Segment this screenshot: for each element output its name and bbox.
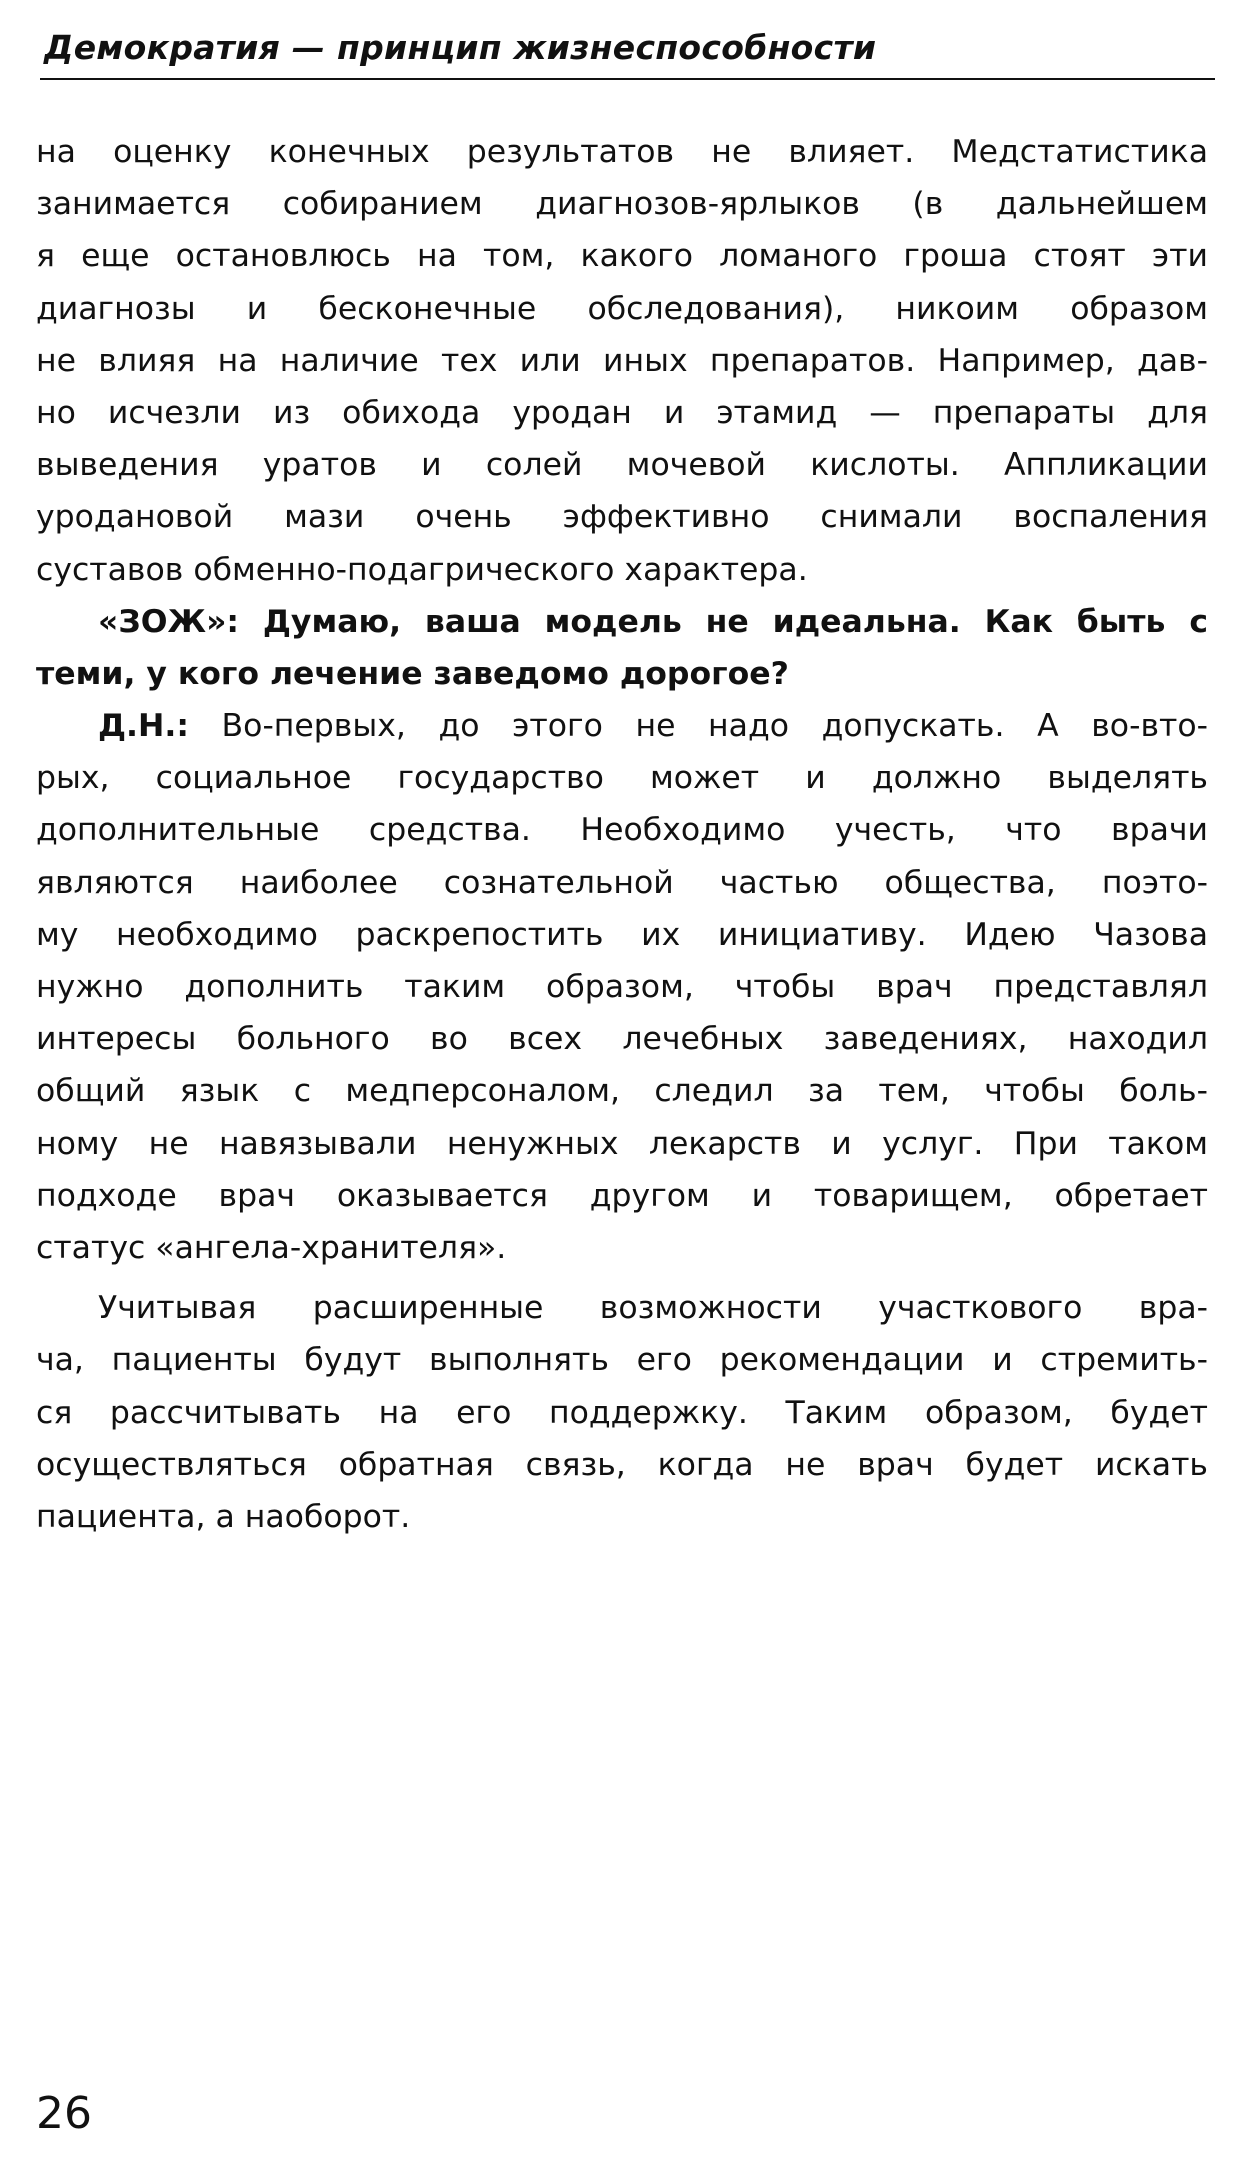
text-line: статус «ангела-хранителя». <box>36 1229 507 1266</box>
text-line: дополнительные средства. Необходимо учесть, что врачи <box>36 812 1208 849</box>
text-line: «ЗОЖ»: Думаю, ваша модель не идеальна. Как быть с <box>98 603 1208 640</box>
text-line: на оценку конечных результатов не влияет. Медстатистика <box>36 134 1208 170</box>
text-line: Учитывая расширенные возможности участкового вра- <box>98 1290 1208 1327</box>
interview-answer <box>36 700 1208 1274</box>
text-line <box>36 700 1208 752</box>
text-line: рых, социальное государство может и должно выделять <box>36 760 1208 797</box>
text-line: ному не навязывали ненужных лекарств и услуг. При таком <box>36 1125 1208 1162</box>
text-line: му необходимо раскрепостить их инициативу. Идею Чазова <box>36 916 1208 953</box>
text-line: общий язык с медперсоналом, следил за тем, чтобы боль- <box>36 1073 1208 1110</box>
text-line: уродановой мази очень эффективно снимали воспаления <box>36 499 1208 536</box>
text-line: осуществляться обратная связь, когда не врач будет искать <box>36 1446 1208 1483</box>
text-line: нужно дополнить таким образом, чтобы врач представлял <box>36 969 1208 1005</box>
running-head <box>40 26 1215 80</box>
body-text <box>36 126 1208 1543</box>
text-line: диагнозы и бесконечные обследования), никоим образом <box>36 290 1208 327</box>
page-number: 26 <box>36 2088 92 2139</box>
text-line: пациента, а наоборот. <box>36 1498 411 1535</box>
text-line: не влияя на наличие тех или иных препаратов. Например, дав- <box>36 342 1208 379</box>
paragraph <box>36 1282 1208 1543</box>
text-line: интересы больного во всех лечебных заведениях, находил <box>36 1021 1208 1058</box>
text-line: теми, у кого лечение заведомо дорогое? <box>36 655 789 692</box>
interview-question <box>36 596 1208 700</box>
text-line: занимается собиранием диагнозов-ярлыков (в дальнейшем <box>36 186 1208 223</box>
text-line: ся рассчитывать на его поддержку. Таким образом, будет <box>36 1394 1208 1431</box>
paragraph-continuation <box>36 126 1208 596</box>
speaker-label: Д.Н.: <box>98 708 189 745</box>
text-line: ча, пациенты будут выполнять его рекомендации и стремить- <box>36 1342 1208 1379</box>
text-line-rest: Во-первых, до этого не надо допускать. А во-вто- <box>188 708 1208 745</box>
text-line: выведения уратов и солей мочевой кислоты. Аппликации <box>36 447 1208 484</box>
text-line: являются наиболее сознательной частью общества, поэто- <box>36 864 1208 901</box>
text-line: суставов обменно-подагрического характера. <box>36 551 808 588</box>
running-head-title: Демократия — принцип жизнеспособности <box>44 28 877 67</box>
text-line: но исчезли из обихода уродан и этамид — препараты для <box>36 394 1208 431</box>
paragraph-gap <box>36 1274 1208 1282</box>
text-line: я еще остановлюсь на том, какого ломаного гроша стоят эти <box>36 238 1208 275</box>
text-line: подходе врач оказывается другом и товарищем, обретает <box>36 1177 1208 1214</box>
